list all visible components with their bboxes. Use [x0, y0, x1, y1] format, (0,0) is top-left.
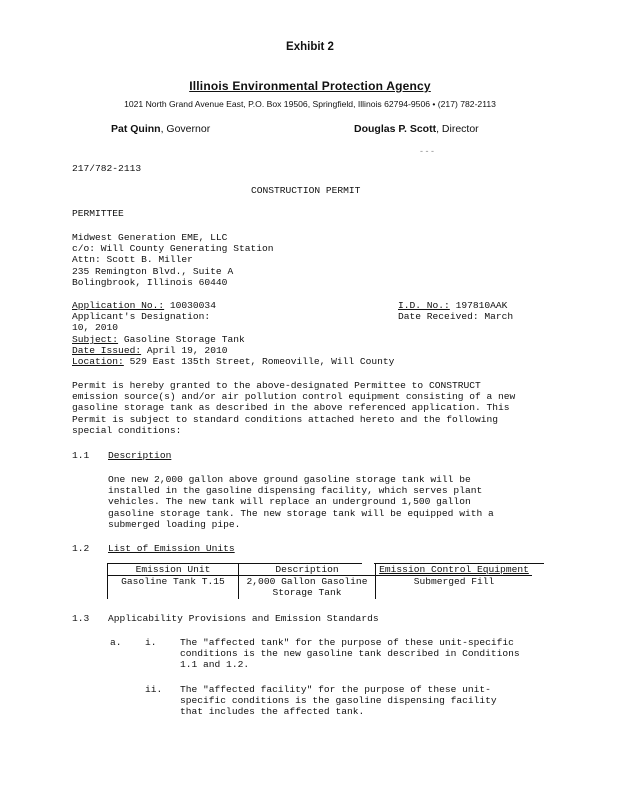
agency-name: Illinois Environmental Protection Agency: [189, 79, 431, 93]
description-line: gasoline storage tank. The new storage tank will be equipped with a: [108, 507, 494, 519]
issued-value: April 19, 2010: [146, 345, 228, 356]
section-1-1-number: 1.1: [72, 450, 90, 461]
item-i-label: i.: [145, 637, 157, 648]
permittee-address: [72, 232, 274, 288]
emission-units-table: [107, 564, 532, 599]
governor-title: , Governor: [160, 123, 211, 135]
header-description: Description: [239, 564, 376, 576]
cell-control-equipment: Submerged Fill: [413, 576, 495, 588]
address-line: Bolingbrook, Illinois 60440: [72, 276, 228, 288]
description-line: One new 2,000 gallon above ground gasoline storage tank will be: [108, 474, 471, 485]
permit-title: CONSTRUCTION PERMIT: [251, 185, 361, 196]
subject-value: Gasoline Storage Tank: [123, 334, 245, 345]
subject-label: Subject:: [72, 334, 119, 345]
section-1-2-number: 1.2: [72, 543, 90, 554]
issued-line: [72, 345, 227, 356]
item-ii-line: The "affected facility" for the purpose of these unit-: [180, 684, 491, 695]
section-1-3-number: 1.3: [72, 613, 90, 624]
cell-description-cont: Storage Tank: [272, 587, 342, 599]
date-received-label: Date Received:: [398, 311, 479, 322]
issued-label: Date Issued:: [72, 345, 142, 356]
governor-name: Pat Quinn: [111, 123, 161, 135]
address-line: c/o: Will County Generating Station: [72, 243, 274, 255]
item-ii-text: [180, 684, 497, 718]
faint-mark: - - -: [420, 146, 434, 156]
item-i-line: 1.1 and 1.2.: [180, 659, 250, 671]
id-value: 197810AAK: [455, 300, 508, 311]
item-i-line: conditions is the new gasoline tank described in Conditions: [180, 648, 520, 660]
description-line: submerged loading pipe.: [108, 518, 241, 530]
body-line: gasoline storage tank as described in the above referenced application. This: [72, 402, 510, 414]
item-a-label: a.: [110, 637, 122, 648]
location-line: [72, 356, 394, 367]
date-received-continued: 10, 2010: [72, 322, 119, 333]
location-value: 529 East 135th Street, Romeoville, Will County: [129, 356, 395, 367]
date-received-line: [398, 311, 513, 322]
body-line: emission source(s) and/or air pollution control equipment consisting of a new: [72, 391, 516, 403]
address-line: Midwest Generation EME, LLC: [72, 232, 228, 243]
item-i-text: [180, 637, 520, 671]
permit-body: [72, 380, 515, 436]
director-line: [354, 123, 479, 135]
application-line: [72, 300, 216, 311]
section-1-1-text: [108, 474, 494, 530]
id-line: [398, 300, 507, 311]
designation-label: Applicant's Designation:: [72, 311, 211, 322]
item-i-line: The "affected tank" for the purpose of these unit-specific: [180, 637, 514, 648]
director-title: , Director: [436, 123, 479, 135]
application-label: Application No.:: [72, 300, 165, 311]
governor-line: [111, 123, 210, 135]
section-1-3-heading: Applicability Provisions and Emission Standards: [108, 613, 379, 624]
cell-emission-unit: Gasoline Tank T.15: [108, 576, 239, 599]
body-line: Permit is hereby granted to the above-designated Permittee to CONSTRUCT: [72, 380, 481, 391]
description-line: installed in the gasoline dispensing facility, which serves plant: [108, 485, 483, 497]
address-line: Attn: Scott B. Miller: [72, 254, 193, 266]
exhibit-label: Exhibit 2: [286, 41, 334, 53]
item-ii-label: ii.: [145, 684, 163, 695]
header-emission-unit: Emission Unit: [108, 564, 239, 576]
agency-address: 1021 North Grand Avenue East, P.O. Box 19506, Springfield, Illinois 62794-9506 • (217) 782-2113: [124, 99, 496, 109]
address-line: 235 Remington Blvd., Suite A: [72, 265, 234, 277]
date-received-value: March: [484, 311, 514, 322]
table-row: [108, 576, 533, 599]
cell-description-line: 2,000 Gallon Gasoline: [246, 576, 368, 588]
description-line: vehicles. The new tank will replace an underground 1,500 gallon: [108, 496, 471, 508]
header-control-equipment: Emission Control Equipment: [376, 564, 533, 576]
item-ii-line: that includes the affected tank.: [180, 706, 365, 718]
subject-line: [72, 334, 245, 345]
section-1-2-heading: List of Emission Units: [108, 543, 235, 554]
table-header-row: [108, 564, 533, 576]
phone-number: 217/782-2113: [72, 163, 142, 174]
application-value: 10030034: [169, 300, 216, 311]
body-line: Permit is subject to standard conditions attached hereto and the following: [72, 413, 499, 425]
cell-description: [239, 576, 376, 599]
section-1-1-heading: Description: [108, 450, 172, 461]
location-label: Location:: [72, 356, 124, 367]
body-line: special conditions:: [72, 424, 182, 436]
permittee-label: PERMITTEE: [72, 208, 124, 219]
item-ii-line: specific conditions is the gasoline dispensing facility: [180, 695, 497, 707]
id-label: I.D. No.:: [398, 300, 450, 311]
director-name: Douglas P. Scott: [354, 123, 437, 135]
